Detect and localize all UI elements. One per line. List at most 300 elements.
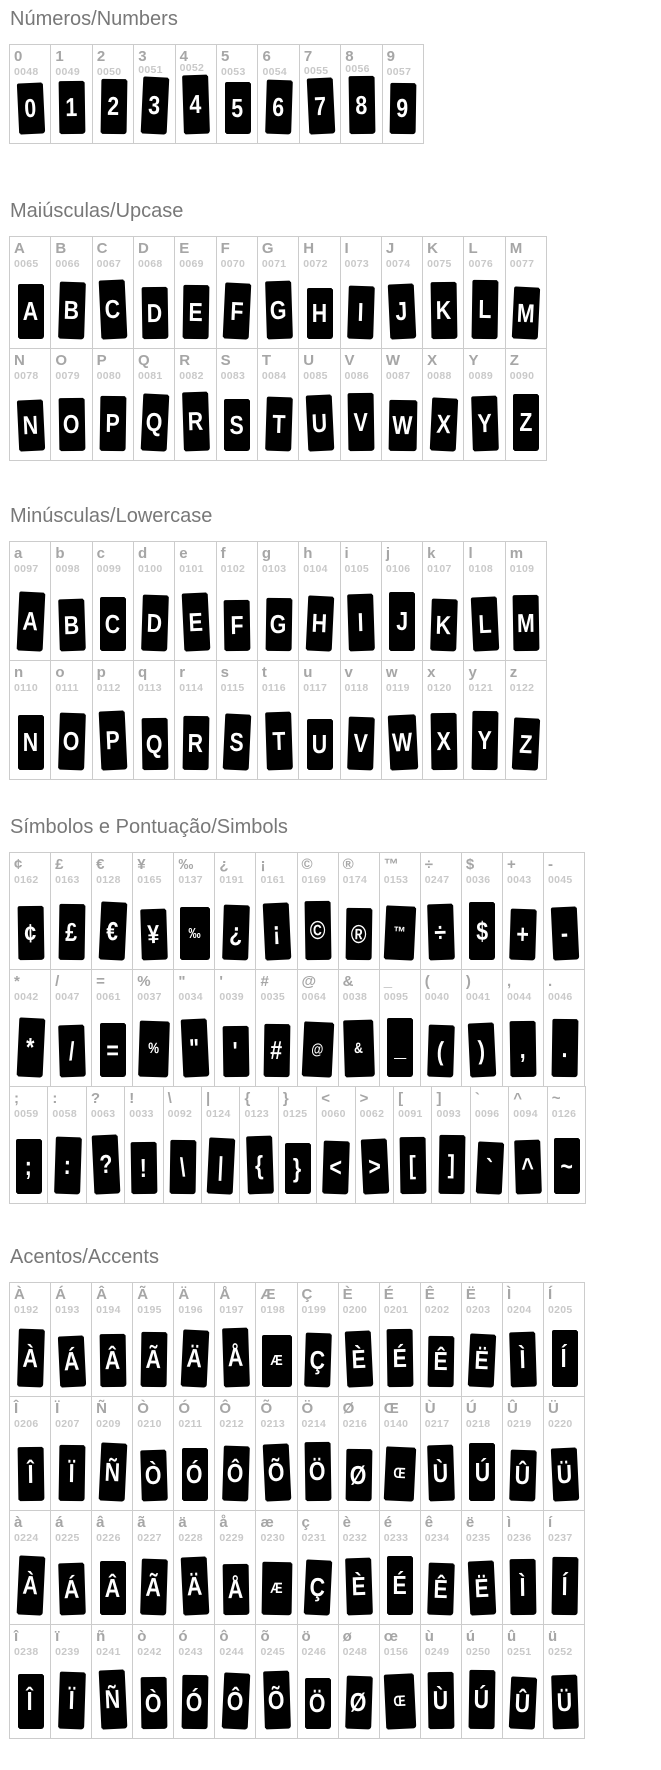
glyph-char: I <box>357 296 365 328</box>
glyph-area <box>256 887 296 969</box>
glyph-char: Á <box>62 1345 80 1377</box>
glyph-char: Á <box>62 1573 80 1604</box>
glyph-char: ) <box>477 1034 487 1065</box>
char-code: 0114 <box>179 682 204 694</box>
char-label: \ <box>167 1090 172 1107</box>
section-numbers <box>9 8 661 144</box>
glyph-cell <box>174 542 215 660</box>
char-label: Í <box>548 1286 553 1303</box>
glyph-char: ; <box>25 1151 33 1181</box>
glyph-area <box>175 695 215 779</box>
section-upcase <box>9 200 661 461</box>
glyph-char: P <box>104 724 121 756</box>
char-label: ö <box>301 1628 311 1645</box>
glyph-area <box>544 887 584 969</box>
glyph-area <box>174 887 214 969</box>
glyph-cell <box>124 1087 162 1203</box>
char-label: [ <box>398 1090 404 1107</box>
char-code: 0112 <box>96 682 121 694</box>
glyph-char: Ô <box>226 1457 245 1489</box>
char-code: 0116 <box>261 682 286 694</box>
glyph-cell <box>543 970 584 1086</box>
glyph-area <box>339 1659 379 1738</box>
glyph-sample <box>182 75 209 134</box>
glyph-char: R <box>187 727 204 758</box>
glyph-char: Ï <box>67 1457 75 1488</box>
char-label: ^ <box>513 1090 523 1107</box>
glyph-char: Ì <box>519 1343 527 1375</box>
glyph-cell <box>10 1625 50 1738</box>
char-label: ! <box>129 1090 135 1107</box>
glyph-cell <box>297 1511 338 1624</box>
glyph-sample <box>387 1556 412 1614</box>
char-label: Ñ <box>96 1400 107 1417</box>
char-label: î <box>14 1628 19 1645</box>
char-label: Œ <box>383 1400 399 1417</box>
glyph-sample <box>349 76 375 133</box>
char-code: 0251 <box>506 1646 532 1658</box>
char-code: 0199 <box>301 1304 327 1316</box>
char-code: 0225 <box>55 1532 80 1544</box>
glyph-char: Ï <box>67 1684 75 1716</box>
glyph-area <box>10 1004 50 1086</box>
glyph-cell <box>422 237 463 348</box>
glyph-char: Ë <box>474 1344 490 1376</box>
glyph-sample <box>140 1559 167 1615</box>
char-label: a <box>14 545 23 562</box>
glyph-sample <box>58 599 85 651</box>
glyph-area <box>464 271 504 348</box>
char-code: 0053 <box>221 66 246 78</box>
glyph-cell <box>10 1087 47 1203</box>
glyph-sample <box>438 1135 464 1193</box>
glyph-area <box>133 1659 173 1738</box>
char-code: 0047 <box>55 991 80 1003</box>
char-label: © <box>301 856 313 873</box>
char-code: 0224 <box>14 1532 39 1544</box>
glyph-char: Ó <box>185 1686 203 1717</box>
char-label: u <box>303 664 313 681</box>
char-code: 0081 <box>137 370 163 382</box>
char-code: 0080 <box>96 370 122 382</box>
glyph-cell <box>50 1283 91 1396</box>
glyph-sample <box>306 394 334 450</box>
glyph-sample <box>59 398 85 450</box>
glyph-sample <box>223 1564 249 1614</box>
char-label: ¢ <box>14 856 23 873</box>
char-code: 0229 <box>219 1532 244 1544</box>
char-code: 0124 <box>206 1108 231 1120</box>
glyph-cell <box>379 970 420 1086</box>
char-label: " <box>178 973 186 990</box>
glyph-char: 9 <box>396 92 410 124</box>
glyph-char: É <box>392 1342 408 1373</box>
glyph-char: Í <box>561 1343 568 1373</box>
glyph-sample <box>265 712 292 770</box>
glyph-cell <box>340 45 381 143</box>
char-code: 0038 <box>342 991 368 1003</box>
glyph-area <box>339 1317 379 1396</box>
char-label: â <box>96 1514 105 1531</box>
char-label: ã <box>137 1514 146 1531</box>
glyph-char: O <box>62 408 80 440</box>
glyph-area <box>217 79 257 143</box>
glyph-sample <box>18 1674 43 1728</box>
glyph-area <box>92 1659 132 1738</box>
glyph-cell <box>463 237 504 348</box>
glyph-area <box>339 1545 379 1624</box>
glyph-sample <box>265 598 291 650</box>
glyph-area <box>51 1004 91 1086</box>
char-code: 0092 <box>167 1108 193 1120</box>
glyph-sample <box>59 81 85 133</box>
glyph-cell <box>173 1397 214 1510</box>
glyph-sample <box>223 1026 249 1076</box>
glyph-sample <box>99 279 127 338</box>
glyph-char: Î <box>26 1458 34 1489</box>
glyph-area <box>10 887 50 969</box>
glyph-area <box>217 383 257 460</box>
char-code: 0059 <box>14 1108 39 1120</box>
glyph-cell <box>201 1087 239 1203</box>
glyph-sample <box>141 718 167 769</box>
glyph-cell <box>297 1397 338 1510</box>
glyph-cell <box>502 1283 543 1396</box>
glyph-char: Y <box>477 407 493 439</box>
glyph-char: À <box>21 1569 39 1601</box>
char-code: 0102 <box>220 563 246 575</box>
glyph-area <box>215 1431 255 1510</box>
glyph-cell <box>47 1087 85 1203</box>
glyph-sample <box>384 1673 416 1728</box>
glyph-char: > <box>367 1150 382 1182</box>
glyph-area <box>299 383 339 460</box>
char-label: N <box>14 352 25 369</box>
glyph-area <box>506 695 546 779</box>
char-label: Ç <box>301 1286 313 1303</box>
glyph-cell <box>216 349 257 460</box>
char-label: o <box>55 664 65 681</box>
glyph-char: 1 <box>65 91 78 123</box>
glyph-area <box>462 1317 502 1396</box>
glyph-cell <box>10 970 50 1086</box>
glyph-char: _ <box>393 1032 406 1062</box>
glyph-area <box>10 1659 50 1738</box>
glyph-area <box>164 1121 201 1203</box>
char-code: 0156 <box>383 1646 409 1658</box>
glyph-area <box>256 1431 296 1510</box>
glyph-char: @ <box>311 1040 324 1058</box>
glyph-cell <box>10 237 50 348</box>
glyph-sample <box>428 1336 454 1386</box>
glyph-cell <box>92 45 133 143</box>
char-code: 0074 <box>385 258 411 270</box>
glyph-cell <box>543 853 584 969</box>
glyph-cell <box>338 1397 379 1510</box>
glyph-cell <box>502 1511 543 1624</box>
glyph-cell <box>257 542 298 660</box>
glyph-char: Ô <box>226 1685 245 1716</box>
char-code: 0169 <box>301 874 327 886</box>
char-label: g <box>261 545 272 562</box>
glyph-sample <box>472 711 498 769</box>
glyph-char: | <box>217 1150 225 1181</box>
char-label: £ <box>55 856 64 873</box>
glyph-char: Ñ <box>103 1456 121 1487</box>
char-label: i <box>344 545 349 562</box>
char-label: ? <box>90 1090 100 1107</box>
glyph-char: Æ <box>270 1579 283 1597</box>
glyph-sample <box>18 284 43 338</box>
glyph-sample <box>182 1448 207 1500</box>
char-code: 0212 <box>219 1418 244 1430</box>
section-title-lowercase: Minúsculas/Lowercase <box>10 505 213 527</box>
glyph-char: Å <box>227 1573 244 1605</box>
char-label: - <box>548 856 554 873</box>
glyph-sample <box>305 1442 331 1500</box>
glyph-char: Ä <box>185 1570 203 1601</box>
glyph-area <box>544 1545 584 1624</box>
char-label: : <box>52 1090 58 1107</box>
glyph-char: C <box>104 293 122 325</box>
glyph-char: M <box>516 607 536 638</box>
glyph-cell <box>255 1511 296 1624</box>
char-label: Û <box>506 1400 518 1417</box>
char-label: ÷ <box>424 856 434 873</box>
glyph-char: T <box>271 725 286 756</box>
char-code: 0044 <box>506 991 532 1003</box>
glyph-cell <box>86 1087 124 1203</box>
char-label: Ù <box>424 1400 436 1417</box>
glyph-sample <box>430 713 456 769</box>
char-code: 0235 <box>465 1532 491 1544</box>
char-code: 0056 <box>345 63 370 75</box>
glyph-area <box>341 383 381 460</box>
glyph-sample <box>468 1022 495 1076</box>
glyph-sample <box>307 288 332 338</box>
glyph-area <box>51 383 91 460</box>
char-code: 0211 <box>178 1418 203 1430</box>
glyph-area <box>134 695 174 779</box>
glyph-cell <box>382 45 423 143</box>
glyph-row <box>9 44 424 144</box>
char-label: A <box>14 240 25 257</box>
char-label: õ <box>260 1628 270 1645</box>
glyph-sample <box>98 1669 126 1728</box>
glyph-sample <box>400 1137 426 1193</box>
glyph-sample <box>554 1138 579 1193</box>
glyph-cell <box>420 1625 461 1738</box>
glyph-area <box>548 1121 585 1203</box>
glyph-sample <box>345 1558 372 1615</box>
glyph-char: L <box>477 608 492 639</box>
glyph-area <box>93 383 133 460</box>
glyph-char: Y <box>477 724 492 756</box>
glyph-char: £ <box>64 916 78 947</box>
glyph-cell <box>543 1625 584 1738</box>
glyph-sample <box>468 1333 495 1386</box>
glyph-cell <box>214 1625 255 1738</box>
char-code: 0118 <box>344 682 369 694</box>
glyph-char: $ <box>475 915 488 946</box>
glyph-area <box>503 1545 543 1624</box>
glyph-char: ^ <box>521 1151 535 1182</box>
glyph-area <box>217 271 257 348</box>
glyph-sample <box>138 1021 169 1077</box>
char-label: ê <box>424 1514 434 1531</box>
char-code: 0123 <box>244 1108 269 1120</box>
char-label: Ó <box>178 1400 190 1417</box>
char-code: 0252 <box>548 1646 573 1658</box>
glyph-char: Ó <box>186 1459 203 1489</box>
char-code: 0104 <box>303 563 328 575</box>
glyph-area <box>51 1659 91 1738</box>
glyph-char: Ö <box>309 1688 326 1718</box>
char-label: Ê <box>424 1286 435 1303</box>
section-accents <box>9 1246 661 1739</box>
glyph-char: ? <box>98 1148 113 1180</box>
glyph-sample <box>390 83 416 133</box>
glyph-char: Ú <box>473 1683 490 1715</box>
char-label: Ï <box>55 1400 60 1417</box>
char-label: 4 <box>179 48 188 61</box>
glyph-sample <box>471 396 498 451</box>
char-code: 0101 <box>179 563 204 575</box>
glyph-sample <box>169 1140 195 1193</box>
glyph-area <box>176 75 216 143</box>
glyph-area <box>462 887 502 969</box>
glyph-cell <box>543 1283 584 1396</box>
char-code: 0128 <box>96 874 121 886</box>
glyph-cell <box>340 237 381 348</box>
glyph-area <box>503 1317 543 1396</box>
glyph-char: + <box>516 918 530 950</box>
char-label: D <box>137 240 149 257</box>
char-code: 0165 <box>137 874 162 886</box>
glyph-area <box>341 695 381 779</box>
glyph-char: : <box>63 1149 72 1181</box>
glyph-area <box>544 1659 584 1738</box>
glyph-area <box>92 1004 132 1086</box>
char-code: 0228 <box>178 1532 203 1544</box>
glyph-area <box>380 1431 420 1510</box>
glyph-cell <box>173 970 214 1086</box>
glyph-cell <box>502 853 543 969</box>
char-code: 0051 <box>138 64 163 76</box>
glyph-char: ¥ <box>146 918 160 950</box>
glyph-sample <box>263 1671 290 1729</box>
glyph-area <box>48 1121 85 1203</box>
char-code: 0068 <box>137 258 163 270</box>
glyph-cell <box>50 237 91 348</box>
glyph-area <box>258 383 298 460</box>
glyph-char: A <box>22 296 38 326</box>
char-label: { <box>244 1090 251 1107</box>
glyph-sample <box>223 282 251 338</box>
glyph-area <box>544 1317 584 1396</box>
char-label: À <box>14 1286 25 1303</box>
glyph-cell <box>543 1397 584 1510</box>
section-title-accents: Acentos/Accents <box>10 1246 159 1268</box>
glyph-cell <box>422 349 463 460</box>
char-label: á <box>55 1514 64 1531</box>
char-code: 0085 <box>303 370 328 382</box>
char-code: 0217 <box>424 1418 450 1430</box>
char-code: 0220 <box>548 1418 573 1430</box>
char-label: . <box>548 973 553 990</box>
glyph-cell <box>10 542 50 660</box>
char-code: 0073 <box>344 258 370 270</box>
char-label: ® <box>342 856 354 873</box>
glyph-area <box>298 1004 338 1086</box>
glyph-cell <box>175 45 216 143</box>
char-label: @ <box>301 973 317 990</box>
glyph-cell <box>338 1283 379 1396</box>
glyph-cell <box>255 853 296 969</box>
glyph-sample <box>510 1021 536 1076</box>
glyph-cell <box>379 1397 420 1510</box>
glyph-char: Û <box>514 1687 532 1718</box>
char-label: > <box>359 1090 369 1107</box>
char-code: 0120 <box>427 682 452 694</box>
glyph-sample <box>141 287 167 338</box>
glyph-char: ' <box>232 1035 239 1067</box>
glyph-area <box>394 1121 431 1203</box>
glyph-cell <box>10 45 50 143</box>
glyph-cell <box>133 237 174 348</box>
glyph-sample <box>182 592 210 650</box>
glyph-sample <box>387 714 416 769</box>
char-code: 0088 <box>427 370 452 382</box>
char-code: 0045 <box>548 874 573 886</box>
glyph-cell <box>379 853 420 969</box>
glyph-cell <box>132 1283 173 1396</box>
glyph-cell <box>255 1283 296 1396</box>
glyph-char: Ë <box>474 1572 490 1603</box>
glyph-area <box>506 383 546 460</box>
char-label: S <box>220 352 231 369</box>
char-code: 0119 <box>385 682 410 694</box>
glyph-area <box>341 76 381 143</box>
char-label: m <box>509 545 524 562</box>
glyph-char: ® <box>350 918 367 949</box>
glyph-area <box>10 1431 50 1510</box>
glyph-area <box>317 1121 354 1203</box>
char-label: € <box>96 856 105 873</box>
glyph-sample <box>512 717 539 769</box>
glyph-sample <box>58 904 84 959</box>
char-code: 0084 <box>261 370 287 382</box>
char-label: Ø <box>342 1400 355 1417</box>
glyph-cell <box>463 542 504 660</box>
char-label: ò <box>137 1628 147 1645</box>
char-code: 0058 <box>52 1108 77 1120</box>
glyph-cell <box>502 970 543 1086</box>
glyph-cell <box>297 853 338 969</box>
glyph-area <box>299 695 339 779</box>
glyph-sample <box>98 1442 126 1500</box>
glyph-sample <box>58 713 85 770</box>
glyph-sample <box>57 1335 84 1386</box>
char-code: 0242 <box>137 1646 162 1658</box>
char-label: c <box>96 545 105 562</box>
glyph-sample <box>304 1559 332 1614</box>
glyph-area <box>51 79 91 143</box>
char-code: 0204 <box>506 1304 532 1316</box>
char-code: 0099 <box>96 563 122 575</box>
char-label: ç <box>301 1514 310 1531</box>
glyph-area <box>92 1545 132 1624</box>
